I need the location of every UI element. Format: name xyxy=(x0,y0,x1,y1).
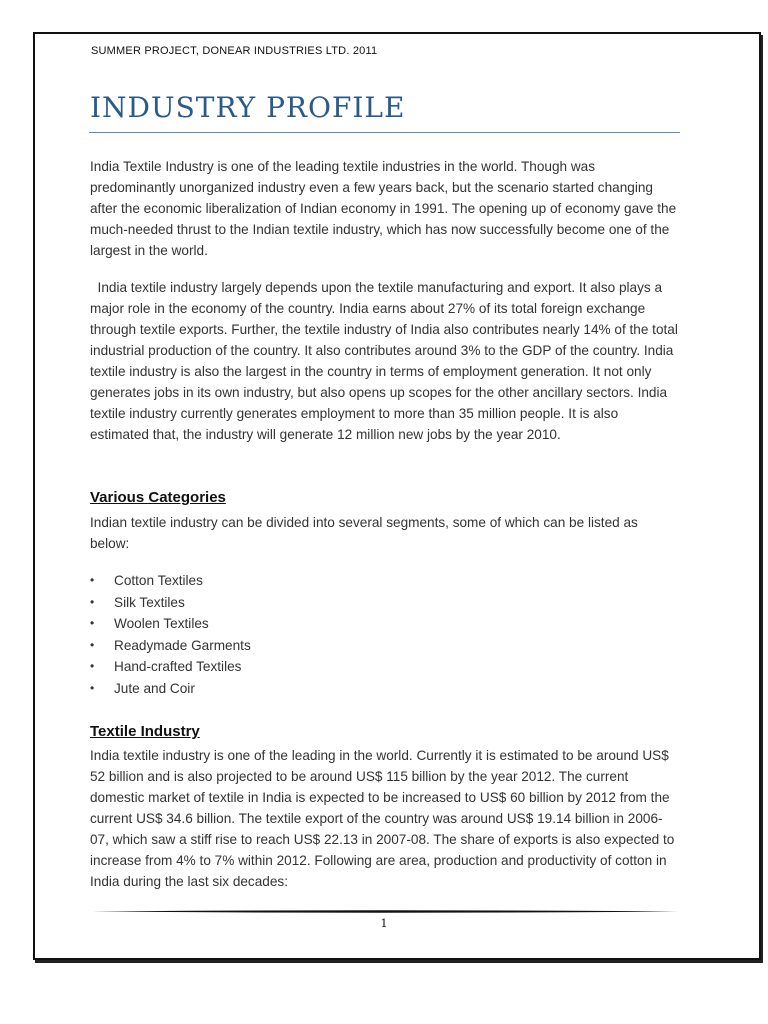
bullet-icon: • xyxy=(90,659,95,673)
list-item-label: Silk Textiles xyxy=(114,594,185,610)
running-header: SUMMER PROJECT, DONEAR INDUSTRIES LTD. 2011 xyxy=(91,45,378,57)
title-underline xyxy=(89,132,680,133)
list-item xyxy=(90,570,251,592)
list-item xyxy=(90,635,251,657)
list-item xyxy=(90,592,251,614)
list-item-label: Readymade Garments xyxy=(114,637,251,653)
list-item-label: Cotton Textiles xyxy=(114,573,203,588)
bullet-icon: • xyxy=(90,594,95,609)
categories-list xyxy=(90,570,251,699)
list-item xyxy=(90,656,251,678)
footer-divider xyxy=(91,910,678,913)
intro-paragraph: India Textile Industry is one of the leading textile industries in the world. Though was predominantly unorganized industry even a few years back, but the scenario started changing after the economic liberalization of Indian economy in 1991. The opening up of economy gave the much-needed thrust to the Indian textile industry, which has now successfully become one of the largest in the world. xyxy=(90,159,677,258)
bullet-icon: • xyxy=(90,616,95,630)
bullet-icon: • xyxy=(90,637,95,652)
bullet-icon: • xyxy=(90,573,95,587)
section-heading-textile-industry: Textile Industry xyxy=(90,723,200,740)
economy-paragraph: India textile industry largely depends upon the textile manufacturing and export. It also plays a major role in the economy of the country. India earns about 27% of its total foreign exchange through textile exports. Further, the textile industry of India also contributes nearly 14% of the total industrial production of the country. It also contributes around 3% to the GDP of the country. India textile industry is also the largest in the country in terms of employment generation. It not only generates jobs in its own industry, but also opens up scopes for the other ancillary sectors. India textile industry currently generates employment to more than 35 million people. It is also estimated that, the industry will generate 12 million new jobs by the year 2010. xyxy=(90,280,678,442)
list-item xyxy=(90,678,251,700)
list-item-label: Jute and Coir xyxy=(114,680,195,696)
bullet-icon: • xyxy=(90,680,95,695)
list-item-label: Hand-crafted Textiles xyxy=(114,659,242,674)
section-heading-various-categories: Various Categories xyxy=(90,489,226,506)
list-item-label: Woolen Textiles xyxy=(114,616,209,631)
categories-intro: Indian textile industry can be divided into several segments, some of which can be listed as below: xyxy=(90,515,638,551)
list-item xyxy=(90,613,251,635)
page-number: 1 xyxy=(380,917,388,930)
textile-industry-paragraph: India textile industry is one of the leading in the world. Currently it is estimated to be around US$ 52 billion and is also projected to be around US$ 115 billion by the year 2012. The current domestic market of textile in India is expected to be increased to US$ 60 billion by 2012 from the current US$ 34.6 billion. The textile export of the country was around US$ 19.14 billion in 2006-07, which saw a stiff rise to reach US$ 22.13 in 2007-08. The share of exports is also expected to increase from 4% to 7% within 2012. Following are area, production and productivity of cotton in India during the last six decades: xyxy=(90,748,675,889)
page-title: INDUSTRY PROFILE xyxy=(90,91,406,124)
